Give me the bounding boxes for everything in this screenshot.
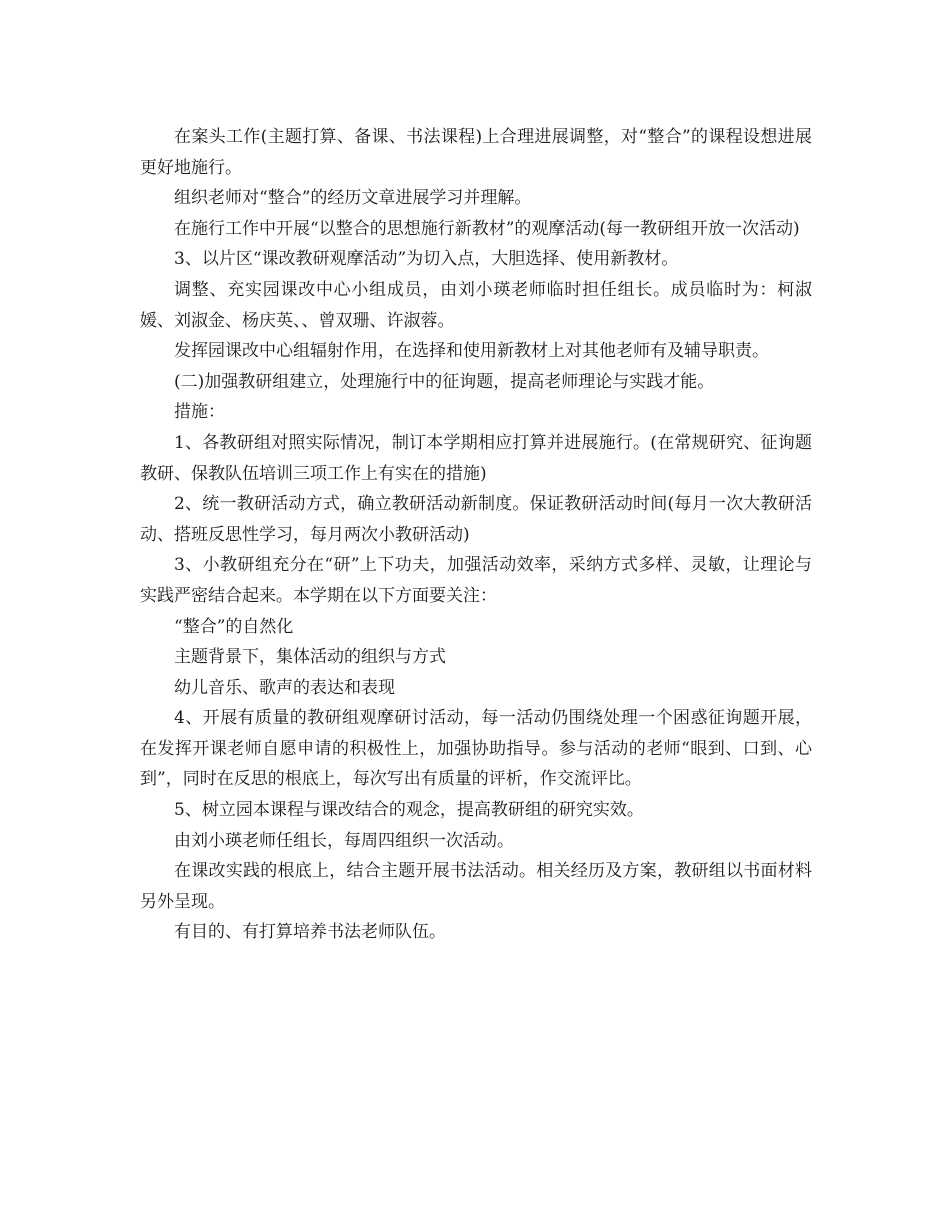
paragraph: 有目的、有打算培养书法老师队伍。 [174,922,446,943]
list-item: 主题背景下，集体活动的组织与方式 [174,647,446,668]
list-item: “整合”的自然化 [174,616,294,637]
paragraph: 4、开展有质量的教研组观摩研讨活动，每一活动仍围绕处理一个困惑征询题开展，在发挥开课老师自愿申请的积极性上，加强协助指导。参与活动的老师“眼到、口到、心到”，同时在反思的根底上，每次写出有质量的评析，作交流评比。 [140,708,812,790]
paragraph: 3、以片区“课改教研观摩活动”为切入点，大胆选择、使用新教材。 [174,249,679,270]
paragraph: 组织老师对“整合”的经历文章进展学习并理解。 [174,188,532,209]
document-body [140,122,812,948]
paragraph: 由刘小瑛老师任组长，每周四组织一次活动。 [174,830,514,851]
paragraph: 调整、充实园课改中心小组成员，由刘小瑛老师临时担任组长。成员临时为：柯淑媛、刘淑金、杨庆英、、曾双珊、许淑蓉。 [140,279,812,331]
paragraph: 在课改实践的根底上，结合主题开展书法活动。相关经历及方案，教研组以书面材料另外呈现。 [140,861,812,912]
paragraph: 3、小教研组充分在“研”上下功夫，加强活动效率，采纳方式多样、灵敏，让理论与实践严密结合起来。本学期在以下方面要关注： [140,555,812,606]
paragraph: 5、树立园本课程与课改结合的观念，提高教研组的研究实效。 [174,800,644,821]
paragraph: 1、各教研组对照实际情况，制订本学期相应打算并进展施行。(在常规研究、征询题教研、保教队伍培训三项工作上有实在的措施) [140,432,812,484]
paragraph: 在施行工作中开展“以整合的思想施行新教材”的观摩活动(每一教研组开放一次活动) [174,218,800,239]
list-item: 幼儿音乐、歌声的表达和表现 [174,677,395,698]
section-heading: (二)加强教研组建立，处理施行中的征询题，提高老师理论与实践才能。 [174,371,715,392]
paragraph: 在案头工作(主题打算、备课、书法课程)上合理进展调整，对“整合”的课程设想进展更好地施行。 [140,127,812,178]
paragraph: 2、统一教研活动方式，确立教研活动新制度。保证教研活动时间(每月一次大教研活动、搭班反思性学习，每月两次小教研活动) [140,494,812,545]
paragraph: 措施： [174,402,225,423]
paragraph: 发挥园课改中心组辐射作用，在选择和使用新教材上对其他老师有及辅导职责。 [174,341,769,362]
